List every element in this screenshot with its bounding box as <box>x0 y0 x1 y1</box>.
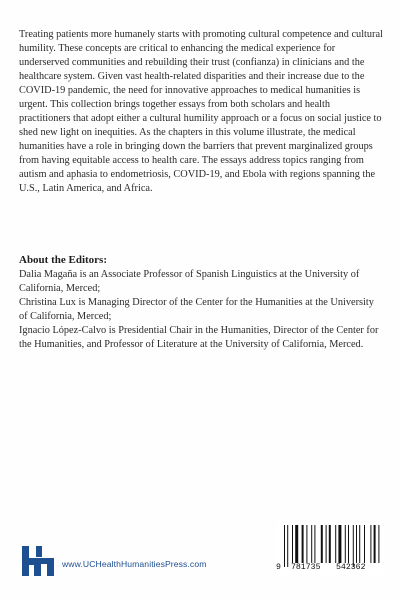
barcode-bar <box>329 525 331 563</box>
cover-blurb: Treating patients more humanely starts with promoting cultural competence and cultural humility. These concepts are critical to enhancing the medical experience for underserved communities and rebuilding their trust (confianza) in clinicians and the healthcare system. Given vast health-related disparities and their increase due to the COVID-19 pandemic, the need for innovative approaches to medical humanities is urgent. This collection brings together essays from both scholars and health practitioners that adopt either a cultural humility approach or a focus on social justice to shed new light on inequities. As the chapters in this volume illustrate, the medical humanities have a role in bringing down the barriers that prevent marginalized groups from having equitable access to health care. The essays address topics ranging from autism and aphasia to endometriosis, COVID-19, and Ebola with regions spanning the U.S., Latin America, and Africa. <box>19 29 383 194</box>
barcode-bar <box>359 525 360 563</box>
editor-entry: Christina Lux is Managing Director of the Center for the Humanities at the University of California, Merced; <box>19 297 374 322</box>
barcode-bar <box>295 525 298 563</box>
barcode-bar <box>378 525 379 563</box>
editor-entry: Ignacio López-Calvo is Presidential Chair in the Humanities, Director of the Center for the Humanities, and Professor of Literature at the University of California, Merced. <box>19 325 379 350</box>
barcode-bar <box>321 525 323 563</box>
barcode-bar <box>326 525 327 563</box>
barcode-bar <box>311 525 312 563</box>
barcode-digit-first: 9 <box>276 563 281 572</box>
barcode-bar <box>356 525 357 563</box>
barcode-bar <box>348 525 349 563</box>
barcode-bar <box>302 525 304 563</box>
hh-logo-icon <box>22 546 54 576</box>
barcode-bar <box>370 525 371 563</box>
barcode-bar <box>338 525 341 563</box>
barcode-digits <box>276 563 384 575</box>
isbn-barcode <box>276 523 384 575</box>
barcode-bar <box>345 525 346 563</box>
barcode-bar <box>374 525 376 563</box>
barcode-digits-right: 542362 <box>336 563 366 572</box>
editors-list <box>19 268 383 352</box>
barcode-digits-left: 781735 <box>291 563 321 572</box>
about-editors-heading: About the Editors: <box>19 254 108 266</box>
barcode-bar <box>364 525 365 563</box>
barcode-bar <box>292 525 293 563</box>
barcode-bar <box>314 525 315 563</box>
barcode-bar <box>335 525 336 563</box>
barcode-bars <box>276 523 384 567</box>
publisher-website-link[interactable]: www.UCHealthHumanitiesPress.com <box>62 559 207 569</box>
barcode-bar <box>287 525 288 567</box>
barcode-bar <box>306 525 307 563</box>
barcode-bar <box>353 525 354 567</box>
barcode-bar <box>284 525 285 567</box>
editor-entry: Dalia Magaña is an Associate Professor of Spanish Linguistics at the University of California, Merced; <box>19 269 360 294</box>
